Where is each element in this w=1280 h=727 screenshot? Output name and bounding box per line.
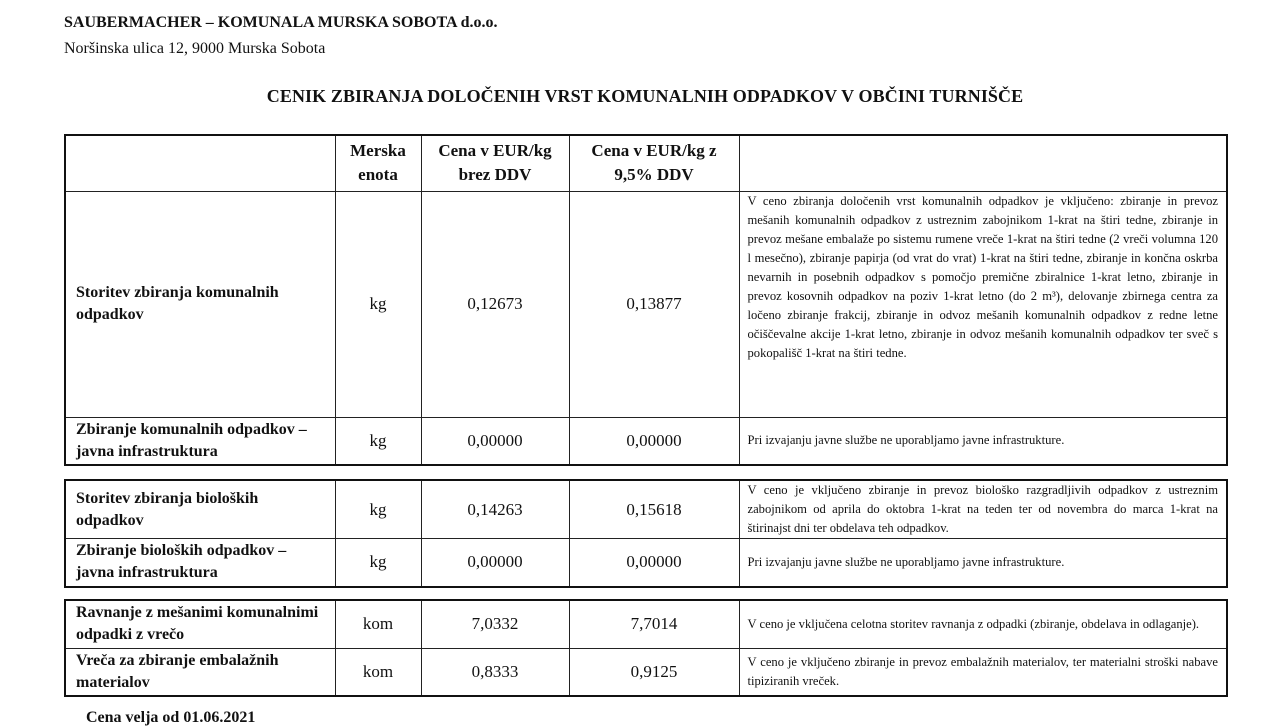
row-unit: kg [335, 191, 421, 417]
row-price-net: 0,14263 [421, 480, 569, 539]
header-price-vat-line1: Cena v EUR/kg z [591, 141, 717, 161]
header-price-net [421, 135, 569, 191]
table-row [65, 648, 1227, 696]
row-price-net: 0,00000 [421, 539, 569, 587]
row-price-vat: 0,15618 [569, 480, 739, 539]
table-header-row [65, 135, 1227, 191]
validity-note: Cena velja od 01.06.2021 [86, 709, 256, 726]
row-price-net: 0,8333 [421, 648, 569, 696]
row-price-vat: 0,13877 [569, 191, 739, 417]
row-service-name: Zbiranje bioloških odpadkov – javna infrastruktura [65, 539, 335, 587]
header-name-cell [65, 135, 335, 191]
row-price-vat: 0,9125 [569, 648, 739, 696]
table-row [65, 417, 1227, 465]
company-address: Noršinska ulica 12, 9000 Murska Sobota [64, 40, 326, 57]
row-description: V ceno je vključena celotna storitev ravnanja z odpadki (zbiranje, obdelava in odlaganje). [739, 600, 1227, 648]
row-description: V ceno je vključeno zbiranje in prevoz embalažnih materialov, ter materialni stroški nabave tipiziranih vreček. [739, 648, 1227, 696]
row-description: Pri izvajanju javne službe ne uporabljamo javne infrastrukture. [739, 417, 1227, 465]
header-unit-line1: Merska [350, 141, 406, 161]
row-unit: kg [335, 539, 421, 587]
row-price-net: 0,00000 [421, 417, 569, 465]
header-price-net-line1: Cena v EUR/kg [438, 141, 552, 161]
row-description: V ceno je vključeno zbiranje in prevoz biološko razgradljivih odpadkov z ustreznim zabojnikom od aprila do oktobra 1-krat na teden ter od novembra do marca 1-krat na štirinajst dni ter obdelava teh odpadkov. [739, 480, 1227, 539]
header-price-vat [569, 135, 739, 191]
header-unit-line2: enota [358, 165, 398, 185]
table-row [65, 600, 1227, 648]
row-service-name: Vreča za zbiranje embalažnih materialov [65, 648, 335, 696]
price-table-main [64, 134, 1228, 466]
row-price-vat: 0,00000 [569, 417, 739, 465]
price-table-bio [64, 479, 1228, 588]
row-price-vat: 7,7014 [569, 600, 739, 648]
row-description: Pri izvajanju javne službe ne uporabljamo javne infrastrukture. [739, 539, 1227, 587]
table-row [65, 539, 1227, 587]
document-title: CENIK ZBIRANJA DOLOČENIH VRST KOMUNALNIH ODPADKOV V OBČINI TURNIŠČE [266, 86, 1024, 106]
row-unit: kg [335, 480, 421, 539]
row-service-name: Storitev zbiranja bioloških odpadkov [65, 480, 335, 539]
header-price-vat-line2: 9,5% DDV [614, 165, 694, 185]
table-row [65, 191, 1227, 417]
header-price-net-line2: brez DDV [458, 165, 532, 185]
header-unit [335, 135, 421, 191]
row-unit: kg [335, 417, 421, 465]
row-unit: kom [335, 600, 421, 648]
header-description-cell [739, 135, 1227, 191]
row-service-name: Storitev zbiranja komunalnih odpadkov [65, 191, 335, 417]
row-service-name: Zbiranje komunalnih odpadkov – javna infrastruktura [65, 417, 335, 465]
row-price-vat: 0,00000 [569, 539, 739, 587]
company-name: SAUBERMACHER – KOMUNALA MURSKA SOBOTA d.o.o. [64, 14, 498, 31]
row-price-net: 0,12673 [421, 191, 569, 417]
row-description: V ceno zbiranja določenih vrst komunalnih odpadkov je vključeno: zbiranje in prevoz mešanih komunalnih odpadkov z ustreznim zabojnikom 1-krat na štiri tedne, zbiranje in prevoz mešane embalaže po sistemu rumene vreče 1-krat na štiri tedne (2 vreči volumna 120 l mesečno), zbiranje papirja (od vrat do vrat) 1-krat na štiri tedne, zbiranje in končna oskrba nevarnih in posebnih odpadkov s pomočjo premične zbiralnice 1-krat letno, zbiranje in prevoz kosovnih odpadkov na poziv 1-krat letno (do 2 m³), delovanje zbirnega centra za ločeno zbiranje frakcij, zbiranje in odvoz mešanih komunalnih odpadkov z redne letne očiščevalne akcije 1-krat letno, zbiranje in odvoz mešanih komunalnih odpadkov ter sveč s pokopališč 1-krat na štiri tedne. [739, 191, 1227, 417]
row-service-name: Ravnanje z mešanimi komunalnimi odpadki z vrečo [65, 600, 335, 648]
table-row [65, 480, 1227, 539]
row-price-net: 7,0332 [421, 600, 569, 648]
price-table-bags [64, 599, 1228, 697]
row-unit: kom [335, 648, 421, 696]
